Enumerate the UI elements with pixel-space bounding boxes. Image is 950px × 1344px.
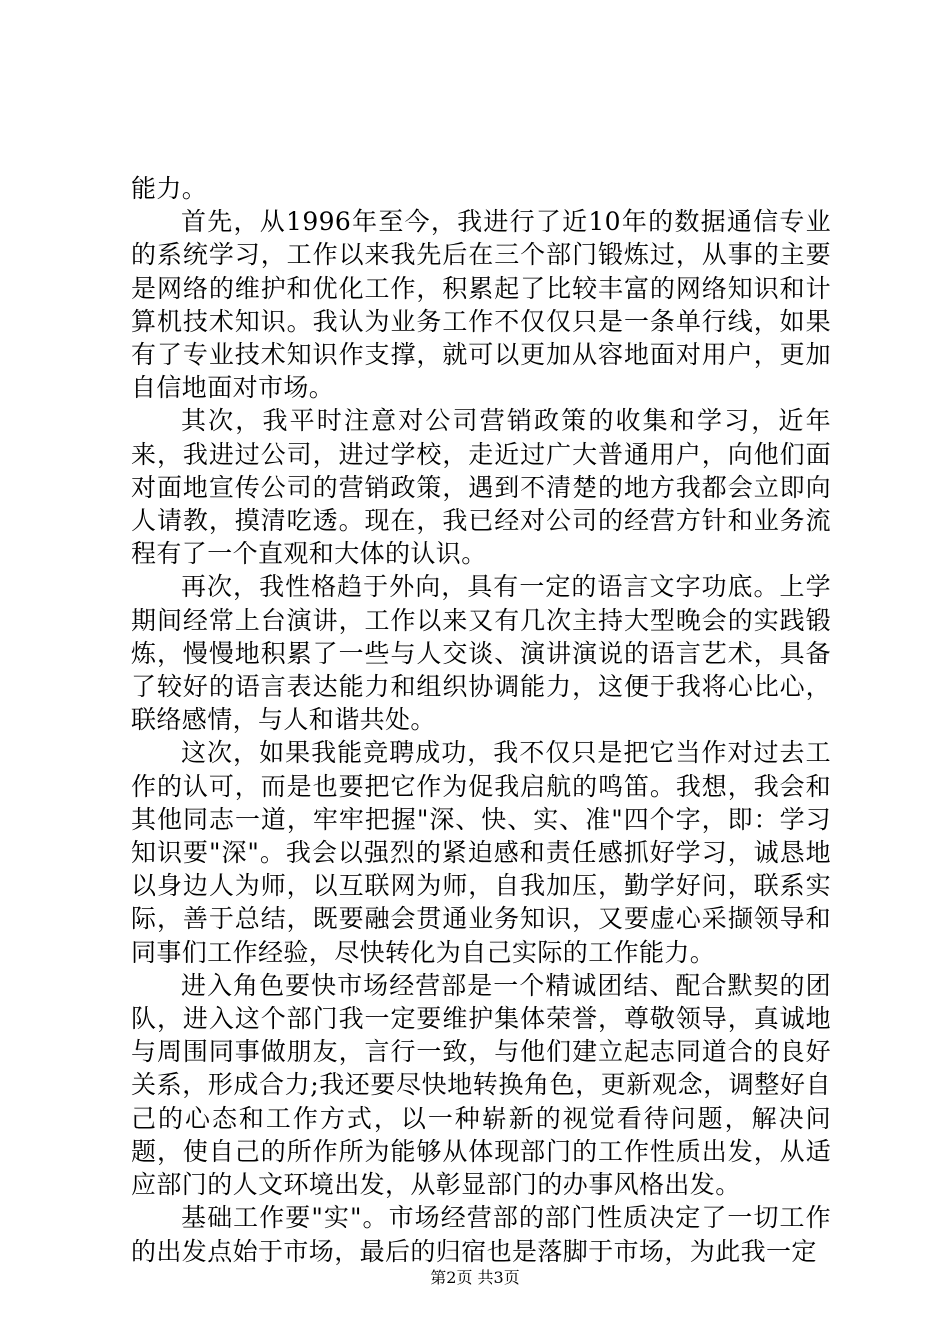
paragraph-continuation: 能力。	[131, 174, 208, 203]
document-body	[131, 172, 831, 1268]
paragraph-foundation: 基础工作要"实"。市场经营部的部门性质决定了一切工作的出发点始于市场，最后的归宿也是落脚于市场，为此我一定	[131, 1203, 831, 1266]
paragraph-this-time: 这次，如果我能竞聘成功，我不仅只是把它当作对过去工作的认可，而是也要把它作为促我启航的鸣笛。我想，我会和其他同志一道，牢牢把握"深、快、实、准"四个字，即：学习知识要"深"。我会以强烈的紧迫感和责任感抓好学习，诚恳地以身边人为师，以互联网为师，自我加压，勤学好问，联系实际，善于总结，既要融会贯通业务知识，又要虚心采撷领导和同事们工作经验，尽快转化为自己实际的工作能力。	[131, 738, 831, 967]
page-number-footer: 第2页 共3页	[430, 1268, 520, 1287]
paragraph-second: 其次，我平时注意对公司营销政策的收集和学习，近年来，我进过公司，进过学校，走近过广大普通用户，向他们面对面地宣传公司的营销政策，遇到不清楚的地方我都会立即向人请教，摸清吃透。现在，我已经对公司的经营方针和业务流程有了一个直观和大体的认识。	[131, 406, 831, 569]
paragraph-role: 进入角色要快市场经营部是一个精诚团结、配合默契的团队，进入这个部门我一定要维护集体荣誉，尊敬领导，真诚地与周围同事做朋友，言行一致，与他们建立起志同道合的良好关系，形成合力;我还要尽快地转换角色，更新观念，调整好自己的心态和工作方式，以一种崭新的视觉看待问题，解决问题，使自己的所作所为能够从体现部门的工作性质出发，从适应部门的人文环境出发，从彰显部门的办事风格出发。	[131, 970, 831, 1200]
paragraph-third: 再次，我性格趋于外向，具有一定的语言文字功底。上学期间经常上台演讲，工作以来又有几次主持大型晚会的实践锻炼，慢慢地积累了一些与人交谈、演讲演说的语言艺术，具备了较好的语言表达能力和组织协调能力，这便于我将心比心，联络感情，与人和谐共处。	[131, 572, 831, 735]
paragraph-first: 首先，从1996年至今，我进行了近10年的数据通信专业的系统学习，工作以来我先后在三个部门锻炼过，从事的主要是网络的维护和优化工作，积累起了比较丰富的网络知识和计算机技术知识。我认为业务工作不仅仅只是一条单行线，如果有了专业技术知识作支撑，就可以更加从容地面对用户，更加自信地面对市场。	[131, 207, 831, 403]
